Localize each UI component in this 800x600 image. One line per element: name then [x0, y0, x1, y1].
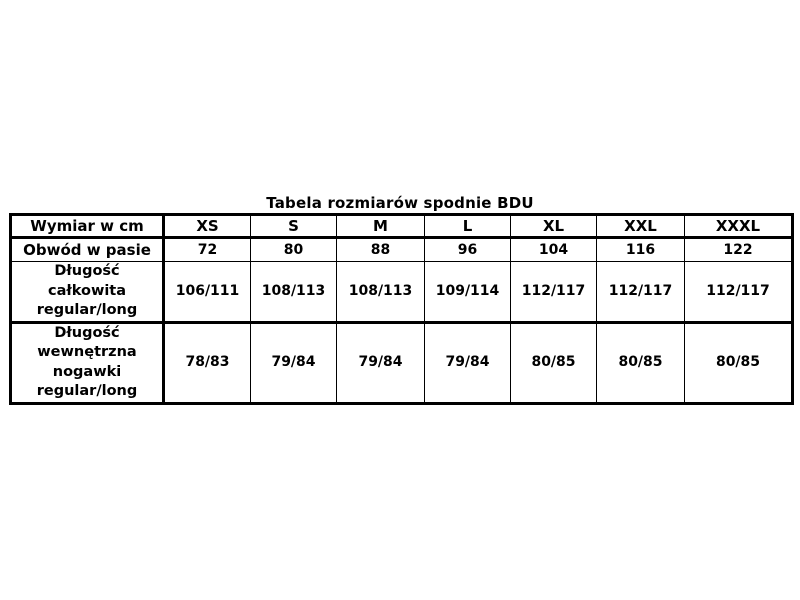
- table-cell: 88: [337, 238, 425, 262]
- table-cell: 104: [511, 238, 597, 262]
- row-label-waist: [11, 238, 164, 262]
- table-cell: 79/84: [337, 322, 425, 403]
- row-label-line: nogawki: [52, 363, 122, 380]
- table-cell: 112/117: [511, 262, 597, 323]
- row-label-line: całkowita: [47, 282, 127, 299]
- row-label-line: Obwód w pasie: [23, 240, 151, 259]
- table-row-total-length: [11, 262, 793, 323]
- row-label-line: Długość: [54, 263, 120, 279]
- row-label-total-length: [11, 262, 164, 323]
- size-header-s: S: [251, 215, 337, 238]
- table-cell: 122: [685, 238, 793, 262]
- table-row-inseam-length: [11, 322, 793, 403]
- table-cell: 80/85: [597, 322, 685, 403]
- header-row: [11, 215, 793, 238]
- size-chart-table: [9, 213, 794, 405]
- table-cell: 80: [251, 238, 337, 262]
- table-cell: 78/83: [164, 322, 251, 403]
- table-cell: 108/113: [251, 262, 337, 323]
- table-cell: 112/117: [597, 262, 685, 323]
- row-label-inseam-length: [11, 322, 164, 403]
- table-cell: 80/85: [685, 322, 793, 403]
- table-cell: 96: [425, 238, 511, 262]
- row-label-line: wewnętrzna: [37, 344, 137, 360]
- size-header-xxxl: XXXL: [685, 215, 793, 238]
- table-title: Tabela rozmiarów spodnie BDU: [266, 194, 534, 212]
- row-label-line: Długość: [54, 324, 120, 341]
- size-header-xxl: XXL: [597, 215, 685, 238]
- row-label-line: regular/long: [36, 383, 138, 399]
- table-cell: 112/117: [685, 262, 793, 323]
- table-cell: 109/114: [425, 262, 511, 323]
- size-header-l: L: [425, 215, 511, 238]
- table-cell: 79/84: [251, 322, 337, 403]
- header-dimension-label: Wymiar w cm: [11, 215, 164, 238]
- table-cell: 72: [164, 238, 251, 262]
- size-header-xs: XS: [164, 215, 251, 238]
- row-label-line: regular/long: [36, 302, 138, 318]
- table-cell: 79/84: [425, 322, 511, 403]
- size-header-m: M: [337, 215, 425, 238]
- table-row-waist: [11, 238, 793, 262]
- table-cell: 80/85: [511, 322, 597, 403]
- table-cell: 116: [597, 238, 685, 262]
- table-cell: 108/113: [337, 262, 425, 323]
- size-header-xl: XL: [511, 215, 597, 238]
- table-cell: 106/111: [164, 262, 251, 323]
